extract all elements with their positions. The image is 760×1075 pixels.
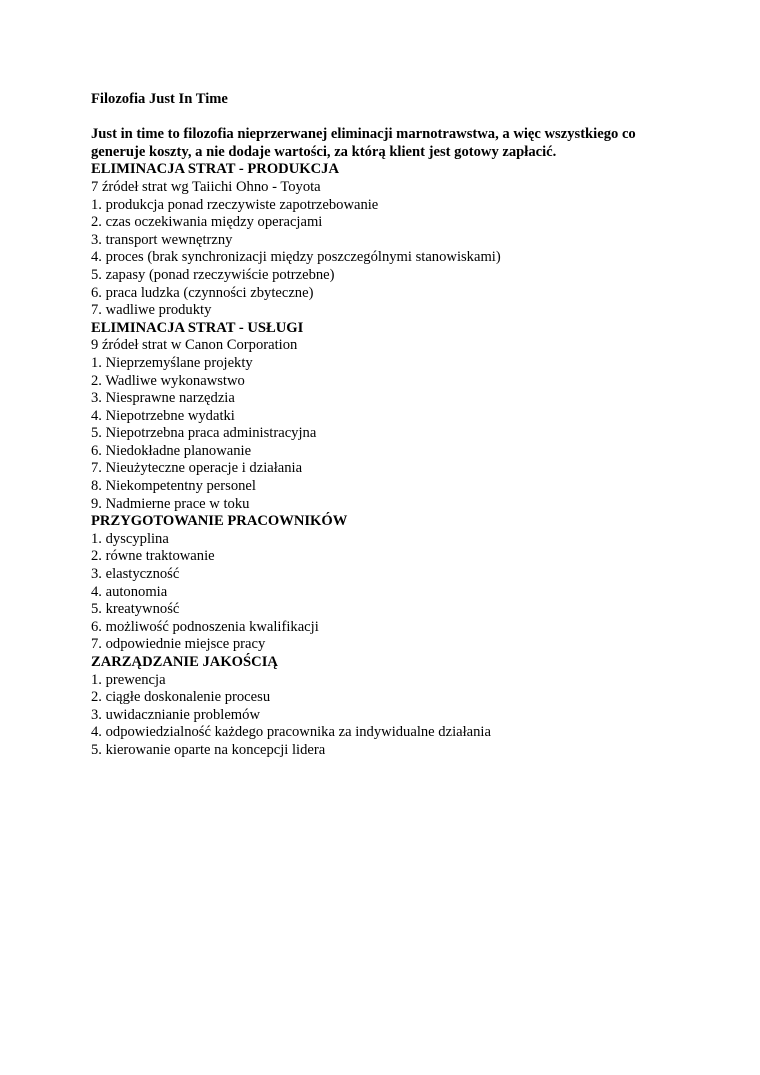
- list-item: 5. kreatywność: [91, 601, 180, 618]
- list-item: 7. odpowiednie miejsce pracy: [91, 636, 266, 653]
- spacer: [91, 109, 691, 127]
- section-production: [91, 161, 691, 319]
- section-heading: PRZYGOTOWANIE PRACOWNIKÓW: [91, 513, 348, 530]
- list-item: 9. Nadmierne prace w toku: [91, 495, 250, 512]
- list-item: 4. autonomia: [91, 583, 168, 600]
- list-item: 7. Nieużyteczne operacje i działania: [91, 460, 303, 477]
- list-item: 3. elastyczność: [91, 566, 180, 583]
- list-item: 3. uwidacznianie problemów: [91, 706, 260, 723]
- list-item: 1. produkcja ponad rzeczywiste zapotrzebowanie: [91, 196, 379, 213]
- section-quality: [91, 654, 691, 760]
- list-item: 7 źródeł strat wg Taiichi Ohno - Toyota: [91, 178, 321, 195]
- list-item: 8. Niekompetentny personel: [91, 478, 256, 495]
- intro-paragraph: Just in time to filozofia nieprzerwanej eliminacji marnotrawstwa, a więc wszystkiego co generuje koszty, a nie dodaje wartości, za którą klient jest gotowy zapłacić.: [91, 126, 636, 160]
- list-item: 6. praca ludzka (czynności zbyteczne): [91, 284, 314, 301]
- list-item: 4. Niepotrzebne wydatki: [91, 407, 235, 424]
- list-item: 4. odpowiedzialność każdego pracownika za indywidualne działania: [91, 724, 491, 741]
- section-heading: ELIMINACJA STRAT - PRODUKCJA: [91, 161, 339, 178]
- section-heading: ZARZĄDZANIE JAKOŚCIĄ: [91, 654, 278, 670]
- list-item: 1. prewencja: [91, 671, 166, 688]
- list-item: 2. czas oczekiwania między operacjami: [91, 214, 323, 231]
- list-item: 4. proces (brak synchronizacji między poszczególnymi stanowiskami): [91, 249, 501, 266]
- list-item: 3. Niesprawne narzędzia: [91, 390, 235, 407]
- section-employees: [91, 513, 691, 654]
- list-item: 1. Nieprzemyślane projekty: [91, 354, 253, 371]
- section-services: [91, 320, 691, 514]
- list-item: 7. wadliwe produkty: [91, 302, 212, 319]
- list-item: 5. zapasy (ponad rzeczywiście potrzebne): [91, 266, 335, 283]
- document-content: [91, 91, 691, 760]
- list-item: 6. możliwość podnoszenia kwalifikacji: [91, 618, 319, 635]
- document-title: Filozofia Just In Time: [91, 91, 228, 107]
- list-item: 1. dyscyplina: [91, 530, 169, 547]
- list-item: 9 źródeł strat w Canon Corporation: [91, 337, 298, 354]
- list-item: 2. równe traktowanie: [91, 548, 215, 565]
- list-item: 5. Niepotrzebna praca administracyjna: [91, 425, 317, 442]
- section-heading: ELIMINACJA STRAT - USŁUGI: [91, 319, 304, 336]
- list-item: 3. transport wewnętrzny: [91, 231, 233, 248]
- list-item: 6. Niedokładne planowanie: [91, 442, 252, 459]
- list-item: 2. ciągłe doskonalenie procesu: [91, 689, 271, 706]
- list-item: 5. kierowanie oparte na koncepcji lidera: [91, 741, 326, 758]
- list-item: 2. Wadliwe wykonawstwo: [91, 372, 245, 389]
